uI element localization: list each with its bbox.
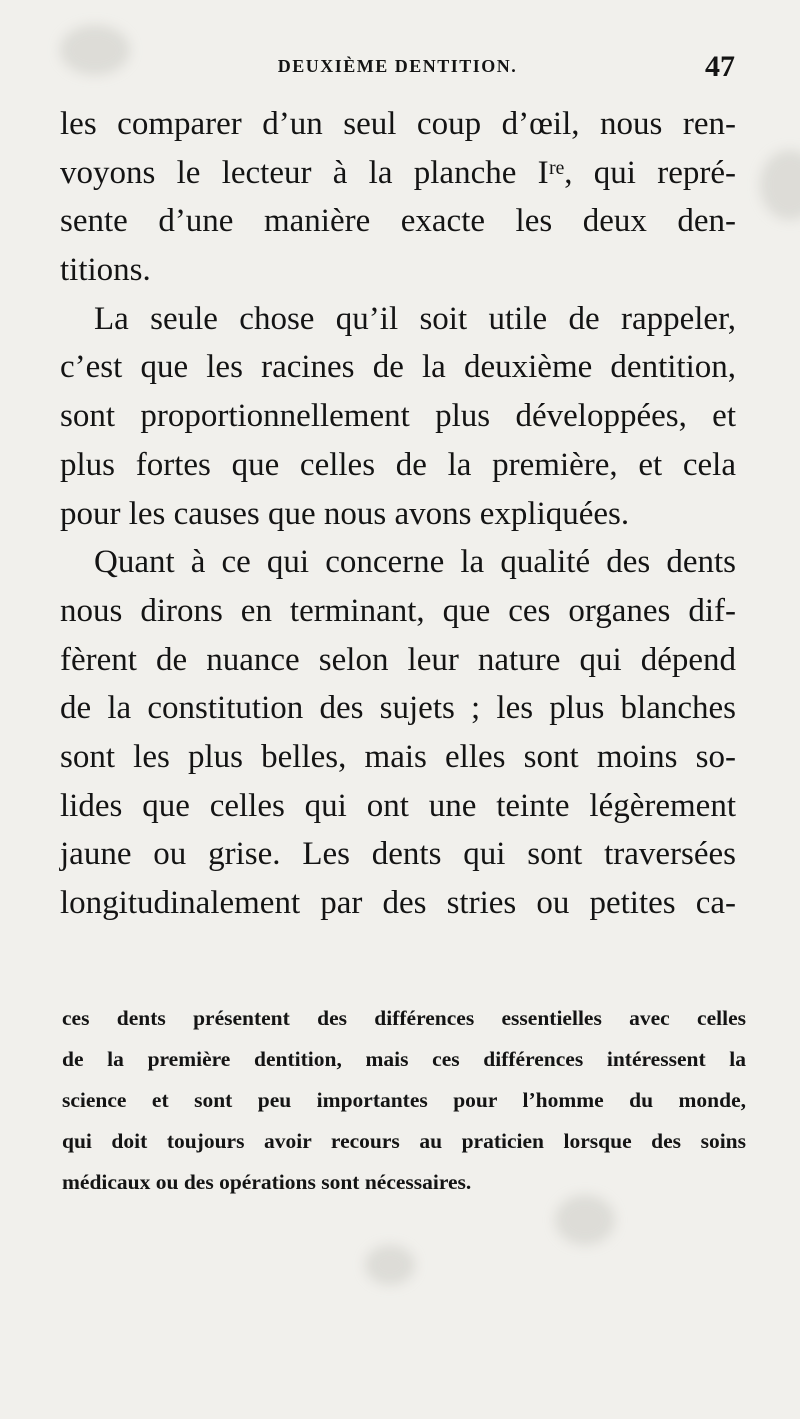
- text-line: nous dirons en terminant, que ces organes dif-: [60, 592, 736, 629]
- text-line: de la constitution des sujets ; les plus blanches: [60, 690, 736, 727]
- page-number: 47: [705, 50, 735, 83]
- footnote: [62, 998, 746, 1203]
- text-line: La seule chose qu’il soit utile de rappeler,: [94, 300, 736, 337]
- paper-stain: [760, 150, 800, 220]
- running-title: DEUXIÈME DENTITION.: [277, 56, 518, 76]
- text-line: jaune ou grise. Les dents qui sont traversées: [60, 836, 736, 873]
- text-line: titions.: [60, 252, 151, 289]
- running-head: [60, 50, 735, 84]
- text-line: sont les plus belles, mais elles sont moins so-: [60, 738, 736, 775]
- paper-stain: [365, 1245, 415, 1285]
- text-line: longitudinalement par des stries ou petites ca-: [60, 885, 736, 921]
- text-line: pour les causes que nous avons expliquées.: [60, 495, 630, 532]
- footnote-line: science et sont peu importantes pour l’homme du monde,: [62, 1088, 746, 1112]
- text-line: les comparer d’un seul coup d’œil, nous ren-: [60, 106, 736, 142]
- text-line: Quant à ce qui concerne la qualité des dents: [94, 544, 736, 581]
- text-line: c’est que les racines de la deuxième dentition,: [60, 349, 736, 386]
- text-line: voyons le lecteur à la planche Iʳᵉ, qui repré-: [60, 154, 736, 191]
- text-line: sont proportionnellement plus développées, et: [60, 398, 736, 435]
- footnote-line: médicaux ou des opérations sont nécessaires.: [62, 1170, 472, 1194]
- text-line: plus fortes que celles de la première, et cela: [60, 446, 736, 483]
- text-line: lides que celles qui ont une teinte légèrement: [60, 787, 736, 824]
- footnote-line: de la première dentition, mais ces différences intéressent la: [62, 1047, 746, 1071]
- text-line: sente d’une manière exacte les deux den-: [60, 203, 736, 240]
- footnote-line: qui doit toujours avoir recours au praticien lorsque des soins: [62, 1129, 746, 1153]
- main-text: [60, 100, 736, 928]
- footnote-line: ces dents présentent des différences essentielles avec celles: [62, 1006, 746, 1030]
- text-line: fèrent de nuance selon leur nature qui dépend: [60, 641, 736, 678]
